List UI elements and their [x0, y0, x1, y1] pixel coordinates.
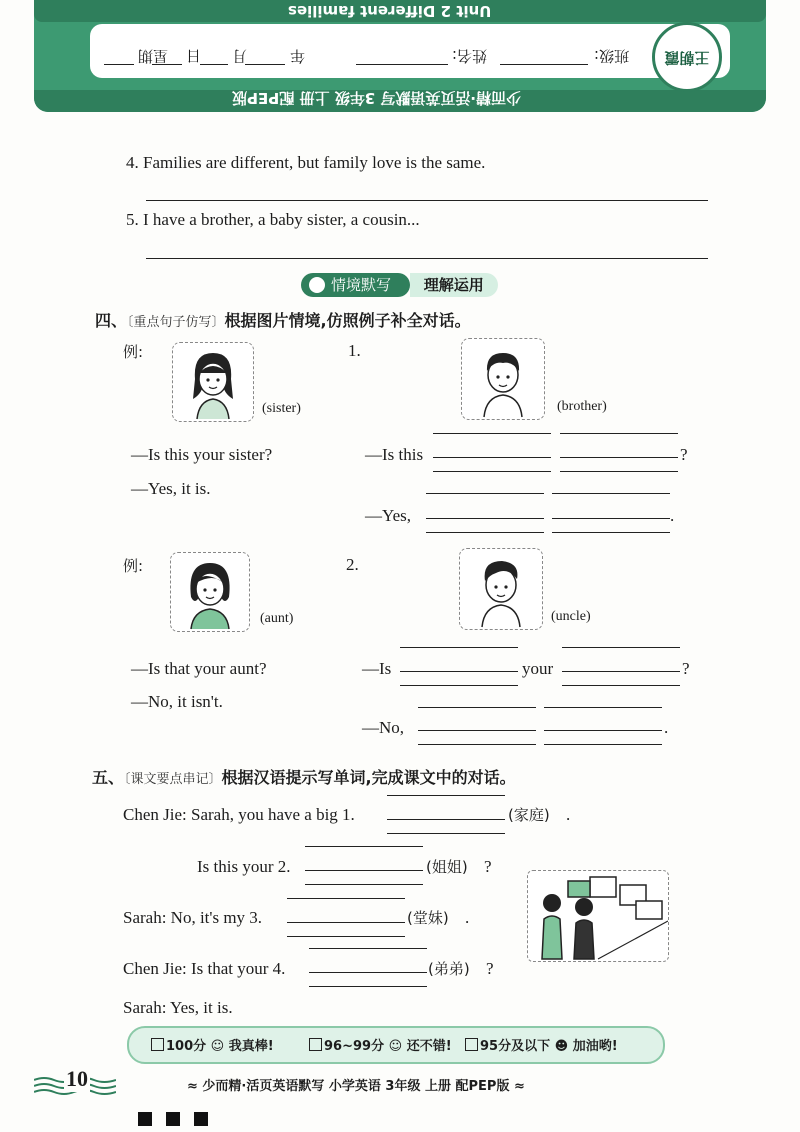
registration-mark — [166, 1112, 180, 1126]
unit-title: Unit 2 Different families — [288, 2, 492, 20]
badge-text: 王朝霞 — [664, 49, 710, 67]
score-label: 95分及以下 — [480, 1039, 551, 1054]
task-a-start: —No, — [362, 718, 405, 737]
checkbox-icon[interactable] — [309, 1038, 322, 1051]
girl-face-icon — [173, 343, 253, 421]
dialogue-line: Sarah: Yes, it is. — [123, 998, 233, 1017]
task-number: 1. — [348, 341, 361, 360]
task-word: (brother) — [557, 399, 607, 414]
answer-line[interactable] — [560, 457, 678, 458]
date-day: 日 — [186, 47, 202, 65]
score-option-2[interactable] — [309, 1035, 452, 1054]
answer-line-4[interactable] — [309, 972, 427, 973]
guide-line — [552, 493, 670, 494]
family-photo-illustration — [527, 870, 669, 962]
guide-line — [560, 433, 678, 434]
answer-line[interactable] — [544, 730, 662, 731]
task-a-end: . — [670, 506, 675, 525]
name-field[interactable] — [356, 64, 448, 65]
score-option-3[interactable] — [465, 1035, 618, 1054]
item-4 — [126, 153, 485, 173]
brand-badge — [652, 22, 722, 92]
guide-line — [418, 744, 536, 745]
section-5-title — [92, 765, 516, 788]
banner-left-text: 情境默写 — [331, 276, 392, 294]
guide-line — [309, 948, 427, 949]
task-q-start: —Is — [362, 659, 392, 678]
dialogue-line: Chen Jie: Sarah, you have a big 1. — [123, 805, 355, 824]
guide-line — [305, 846, 423, 847]
section-tag: 〔课文要点串记〕 — [124, 772, 222, 787]
month-field[interactable] — [200, 64, 228, 65]
answer-line-4[interactable] — [146, 200, 708, 201]
guide-line — [418, 707, 536, 708]
section-number: 五、 — [92, 768, 125, 787]
score-label: 96~99分 — [324, 1039, 385, 1054]
date-year: 年 — [290, 47, 306, 65]
self-assessment-bar — [127, 1026, 665, 1064]
date-weekday: 星期 — [138, 47, 169, 65]
example-question: —Is this your sister? — [131, 445, 273, 464]
guide-line — [400, 685, 518, 686]
task-q-end: ? — [682, 659, 690, 678]
uncle-picture — [459, 548, 543, 630]
guide-line — [433, 433, 551, 434]
brother-picture — [461, 338, 545, 420]
example-question: —Is that your aunt? — [131, 659, 267, 678]
guide-line — [544, 744, 662, 745]
class-label: 班级: — [594, 47, 630, 65]
score-option-1[interactable] — [151, 1035, 274, 1054]
punct: . — [566, 805, 571, 824]
guide-line — [426, 493, 544, 494]
punct: ? — [486, 959, 494, 978]
item-text: Families are different, but family love is the same. — [143, 153, 486, 172]
item-5 — [126, 210, 420, 230]
guide-line — [560, 471, 678, 472]
guide-line — [544, 707, 662, 708]
guide-line — [387, 795, 505, 796]
section-number: 四、 — [95, 311, 128, 330]
hint: (堂妹) — [407, 909, 449, 927]
guide-line — [426, 532, 544, 533]
answer-line[interactable] — [562, 671, 680, 672]
punct: ? — [484, 857, 492, 876]
example-word: (sister) — [262, 401, 301, 416]
woman-face-icon — [171, 553, 249, 631]
smiley-icon: ☺ — [210, 1039, 225, 1054]
registration-mark — [138, 1112, 152, 1126]
score-comment: 加油哟! — [572, 1039, 618, 1054]
guide-line — [287, 936, 405, 937]
guide-line — [287, 898, 405, 899]
task-a-start: —Yes, — [365, 506, 411, 525]
guide-line — [387, 833, 505, 834]
task-word: (uncle) — [551, 609, 591, 624]
banner-right: 理解运用 — [410, 273, 498, 297]
guide-line — [433, 471, 551, 472]
guide-line — [562, 685, 680, 686]
hint: (弟弟) — [428, 960, 470, 978]
item-text: I have a brother, a baby sister, a cousin... — [143, 210, 420, 229]
example-answer: —Yes, it is. — [131, 479, 211, 498]
sister-picture — [172, 342, 254, 422]
answer-line-1[interactable] — [387, 819, 505, 820]
aunt-picture — [170, 552, 250, 632]
score-label: 100分 — [166, 1039, 207, 1054]
punct: . — [465, 908, 470, 927]
guide-line — [305, 884, 423, 885]
score-comment: 还不错! — [406, 1039, 452, 1054]
item-number: 4. — [126, 153, 139, 172]
example-word: (aunt) — [260, 611, 294, 626]
dialogue-line: Is this your 2. — [197, 857, 291, 876]
checkbox-icon[interactable] — [151, 1038, 164, 1051]
answer-line[interactable] — [400, 671, 518, 672]
section-instruction: 根据图片情境,仿照例子补全对话。 — [224, 311, 471, 330]
registration-mark — [194, 1112, 208, 1126]
section-tag: 〔重点句子仿写〕 — [127, 315, 225, 330]
checkbox-icon[interactable] — [465, 1038, 478, 1051]
guide-line — [309, 986, 427, 987]
example-answer: —No, it isn't. — [131, 692, 223, 711]
answer-line[interactable] — [552, 518, 670, 519]
banner-left — [301, 273, 410, 297]
cheer-icon: ☻ — [554, 1039, 569, 1054]
guide-line — [552, 532, 670, 533]
answer-line[interactable] — [426, 518, 544, 519]
dialogue-line: Sarah: No, it's my 3. — [123, 908, 263, 927]
item-number: 5. — [126, 210, 139, 229]
hint: (家庭) — [508, 806, 550, 824]
smiley-icon: ☺ — [388, 1039, 403, 1054]
man-face-icon — [460, 549, 542, 629]
boy-face-icon — [462, 339, 544, 419]
page-number: 10 — [66, 1066, 88, 1091]
answer-line-2[interactable] — [305, 870, 423, 871]
task-a-end: . — [664, 718, 669, 737]
date-month: 月 — [232, 47, 248, 65]
section-banner — [301, 274, 498, 295]
series-title: 少而精·活页英语默写 3年级 上册 配PEP版 — [232, 89, 522, 107]
hint: (姐姐) — [426, 858, 468, 876]
answer-line[interactable] — [433, 457, 551, 458]
dialogue-line: Chen Jie: Is that your 4. — [123, 959, 286, 978]
example-label: 例: — [123, 343, 144, 361]
name-label: 姓名: — [452, 47, 488, 65]
task-q-end: ? — [680, 445, 688, 464]
guide-line — [400, 647, 518, 648]
example-label: 例: — [123, 557, 144, 575]
answer-line-5[interactable] — [146, 258, 708, 259]
answer-line[interactable] — [418, 730, 536, 731]
guide-line — [562, 647, 680, 648]
task-q-mid: your — [522, 659, 554, 678]
class-field[interactable] — [500, 64, 588, 65]
medal-icon — [309, 277, 325, 293]
year-field[interactable] — [245, 64, 285, 65]
section-instruction: 根据汉语提示写单词,完成课文中的对话。 — [221, 768, 516, 787]
weekday-field[interactable] — [104, 64, 134, 65]
task-q-start: —Is this — [365, 445, 424, 464]
answer-line-3[interactable] — [287, 922, 405, 923]
task-number: 2. — [346, 555, 359, 574]
section-4-title — [95, 308, 471, 331]
children-looking-at-photos-icon — [528, 871, 668, 961]
footer-text: ≈ 少而精·活页英语默写 小学英语 3年级 上册 配PEP版 ≈ — [187, 1079, 525, 1094]
score-comment: 我真棒! — [228, 1039, 274, 1054]
